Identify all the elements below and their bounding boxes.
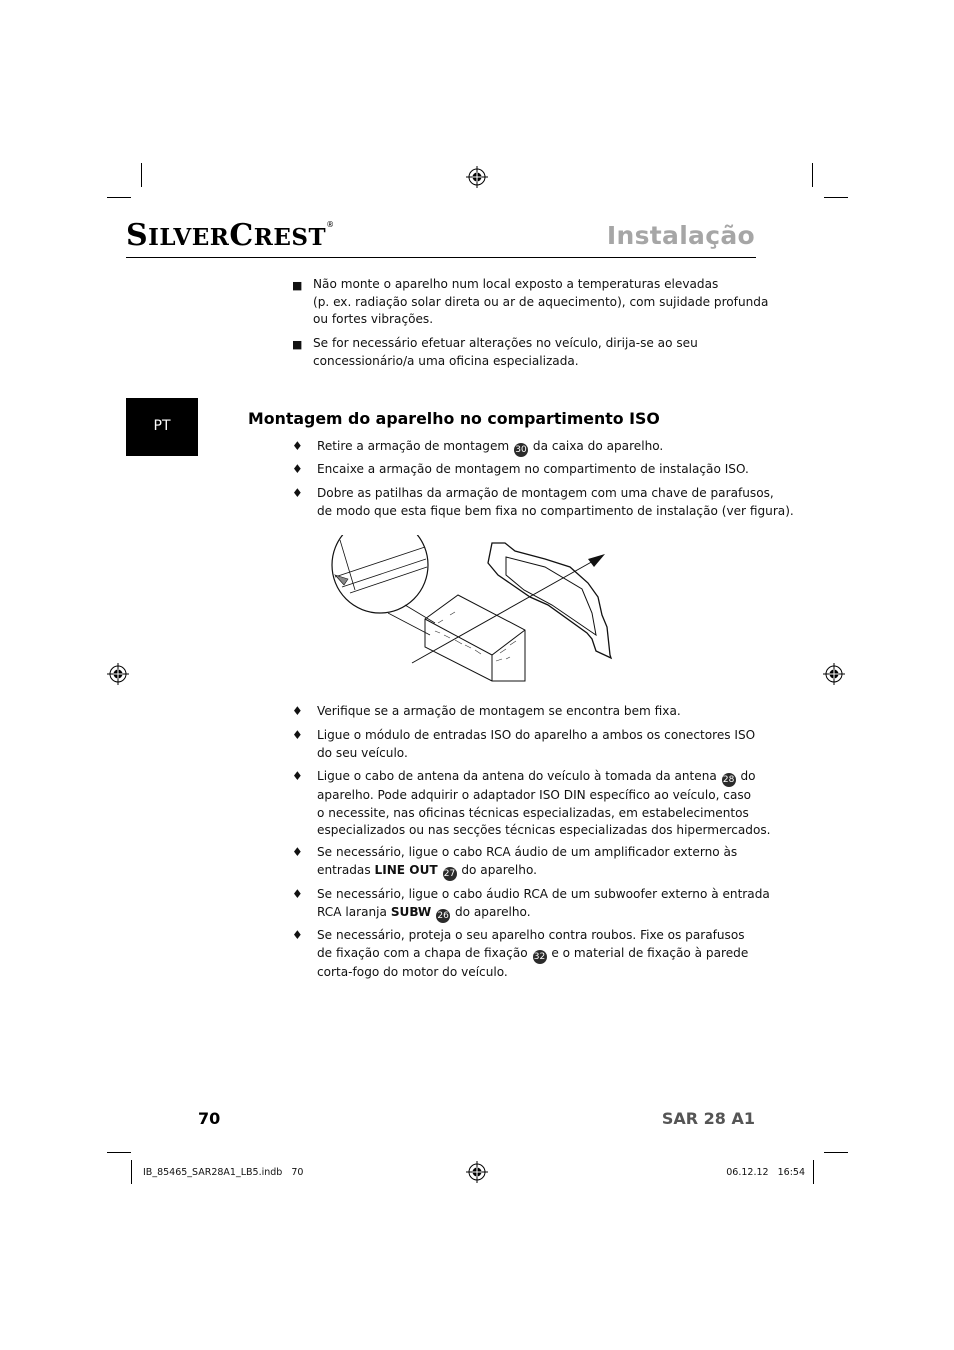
reference-number-badge: 28 (722, 775, 735, 785)
crop-mark (812, 163, 813, 187)
crop-mark (107, 1152, 131, 1153)
step-item: Encaixe a armação de montagem no compartimento de instalação ISO. (317, 462, 749, 476)
crop-mark (813, 1160, 814, 1184)
diamond-bullet-icon: ♦ (292, 704, 303, 718)
step-item: Se necessário, proteja o seu aparelho contra roubos. Fixe os parafusos de fixação com a chapa de fixação 32 e o material de fixação à parede corta-fogo do motor do veículo. (317, 928, 749, 979)
step-item: Ligue o cabo de antena da antena do veículo à tomada da antena 28 do aparelho. Pode adquirir o adaptador ISO DIN específico ao veículo, caso o necessite, nas oficinas técnicas especializadas, em estabelecimentos especializados ou nas secções técnicas especializadas dos hipermercados. (317, 769, 771, 837)
intro-item: Não monte o aparelho num local exposto a temperaturas elevadas (p. ex. radiação solar direta ou ar de aquecimento), com sujidade profunda ou fortes vibrações. (313, 277, 769, 326)
language-tab-label: PT (153, 418, 171, 434)
diamond-bullet-icon: ♦ (292, 928, 303, 942)
step-item: Verifique se a armação de montagem se encontra bem fixa. (317, 704, 681, 718)
reference-number-badge: 27 (443, 868, 456, 879)
section-heading: Montagem do aparelho no compartimento ISO (248, 409, 660, 428)
language-tab (126, 398, 198, 456)
step-item: Ligue o módulo de entradas ISO do aparelho a ambos os conectores ISO do seu veículo. (317, 728, 756, 760)
print-slug-date: 06.12.12 16:54 (726, 1167, 805, 1178)
step-item: Se necessário, ligue o cabo áudio RCA de um subwoofer externo à entrada RCA laranja SUBW 26 do aparelho. (317, 887, 770, 921)
diamond-bullet-icon: ♦ (292, 845, 303, 859)
page-number: 70 (198, 1109, 221, 1128)
port-label: LINE OUT (374, 862, 438, 877)
registration-mark-icon (466, 166, 488, 188)
diamond-bullet-icon: ♦ (292, 769, 303, 783)
reference-number-badge: 32 (533, 951, 546, 962)
model-number: SAR 28 A1 (661, 1109, 755, 1128)
diamond-bullet-icon: ♦ (292, 486, 303, 500)
registration-mark-icon (823, 663, 845, 685)
print-slug-file: IB_85465_SAR28A1_LB5.indb 70 (143, 1167, 304, 1178)
reference-number-badge: 26 (437, 910, 449, 921)
registration-mark-icon (466, 1161, 488, 1183)
port-label: SUBW (390, 904, 432, 919)
reference-number-badge: 30 (515, 445, 527, 455)
intro-item: Se for necessário efetuar alterações no veículo, dirija-se ao seu concessionário/a uma oficina especializada. (313, 336, 698, 368)
crop-mark (131, 1160, 132, 1184)
diamond-bullet-icon: ♦ (292, 439, 303, 453)
step-item: Retire a armação de montagem 30 da caixa do aparelho. (317, 439, 664, 455)
page-title: Instalação (606, 221, 755, 250)
diamond-bullet-icon: ♦ (292, 887, 303, 901)
header-rule (126, 257, 756, 258)
crop-mark (824, 197, 848, 198)
crop-mark (824, 1152, 848, 1153)
installation-figure (330, 535, 620, 685)
brand-logo: SILVERCREST® (126, 218, 335, 253)
diamond-bullet-icon: ♦ (292, 462, 303, 476)
square-bullet-icon: ■ (292, 338, 303, 351)
crop-mark (107, 197, 131, 198)
step-item: Dobre as patilhas da armação de montagem com uma chave de parafusos, de modo que esta fique bem fixa no compartimento de instalação (ver figura). (317, 486, 794, 518)
diamond-bullet-icon: ♦ (292, 728, 303, 742)
crop-mark (141, 163, 142, 187)
registration-mark-icon (107, 663, 129, 685)
step-item: Se necessário, ligue o cabo RCA áudio de um amplificador externo às entradas LINE OUT 27 do aparelho. (317, 845, 738, 879)
square-bullet-icon: ■ (292, 279, 303, 292)
